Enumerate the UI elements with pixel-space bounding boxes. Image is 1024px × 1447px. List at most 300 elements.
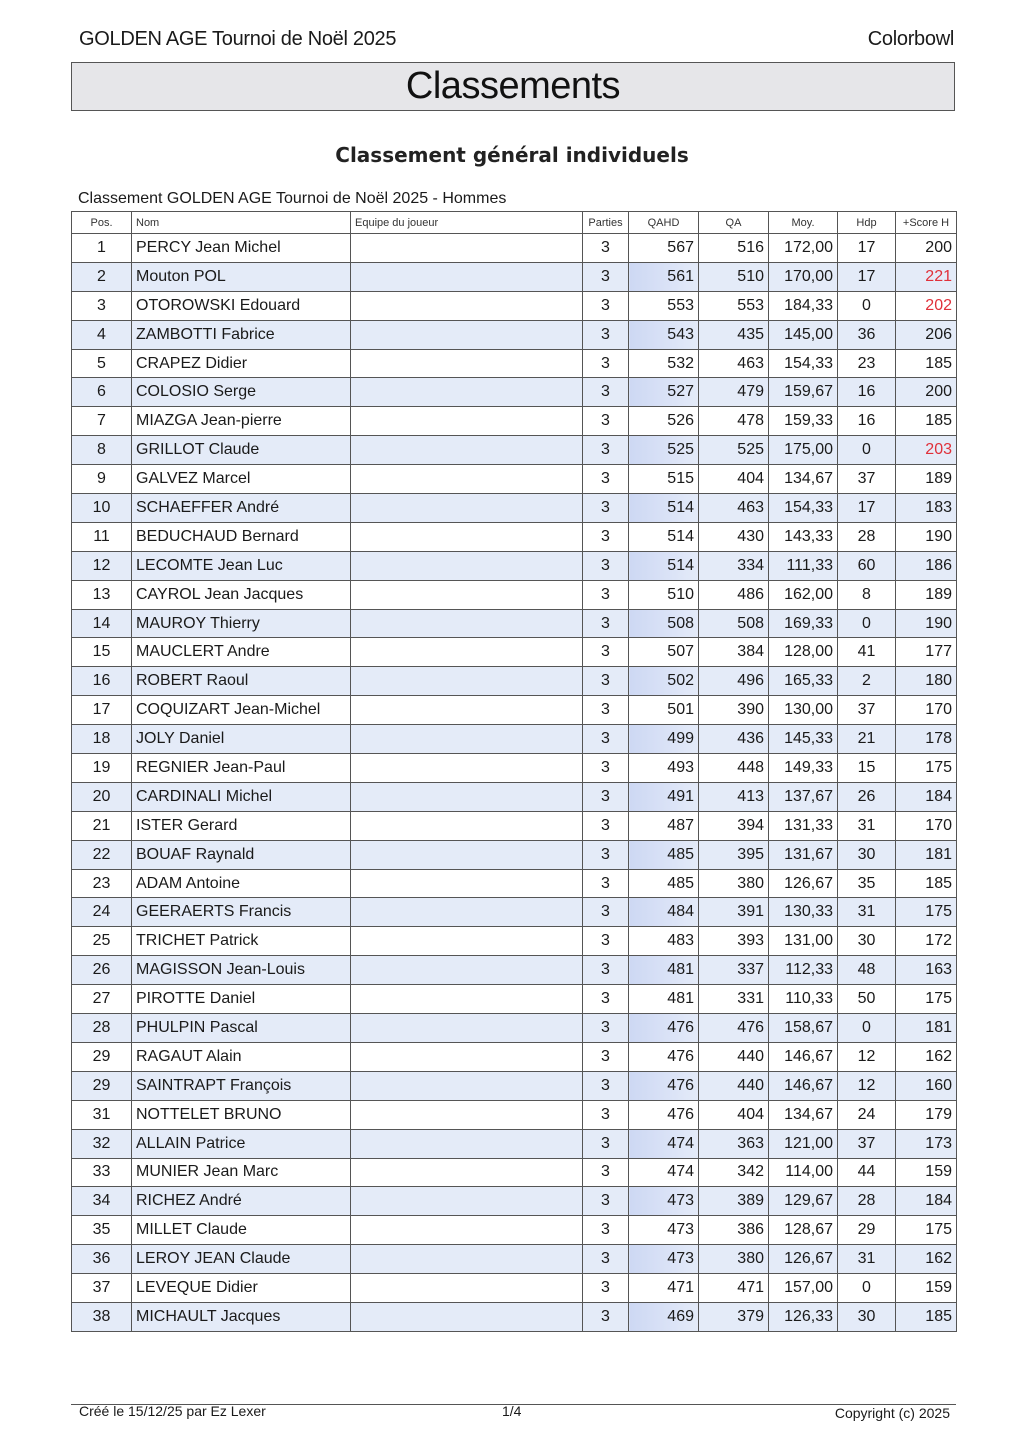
- col-header-team: Equipe du joueur: [351, 212, 583, 234]
- cell-parties: 3: [583, 1158, 629, 1187]
- cell-score: 160: [896, 1071, 957, 1100]
- table-row: [72, 927, 957, 956]
- cell-qahd: 527: [629, 378, 699, 407]
- cell-qahd: 491: [629, 782, 699, 811]
- cell-pos: 6: [72, 378, 132, 407]
- cell-hdp: 2: [838, 667, 896, 696]
- cell-hdp: 37: [838, 696, 896, 725]
- cell-hdp: 31: [838, 811, 896, 840]
- cell-moy: 145,33: [769, 725, 838, 754]
- cell-moy: 154,33: [769, 494, 838, 523]
- table-row: [72, 580, 957, 609]
- cell-parties: 3: [583, 1245, 629, 1274]
- table-row: [72, 234, 957, 263]
- cell-qa: 331: [699, 985, 769, 1014]
- cell-pos: 34: [72, 1187, 132, 1216]
- cell-qa: 342: [699, 1158, 769, 1187]
- cell-moy: 121,00: [769, 1129, 838, 1158]
- cell-name: PIROTTE Daniel: [132, 985, 351, 1014]
- cell-pos: 22: [72, 840, 132, 869]
- cell-qahd: 514: [629, 551, 699, 580]
- cell-name: GRILLOT Claude: [132, 436, 351, 465]
- cell-name: JOLY Daniel: [132, 725, 351, 754]
- cell-team: [351, 494, 583, 523]
- table-row: [72, 1042, 957, 1071]
- cell-pos: 3: [72, 291, 132, 320]
- cell-team: [351, 1100, 583, 1129]
- cell-score: 181: [896, 840, 957, 869]
- table-row: [72, 696, 957, 725]
- cell-qahd: 553: [629, 291, 699, 320]
- page-title: Classements: [405, 65, 621, 107]
- cell-score: 163: [896, 956, 957, 985]
- cell-pos: 19: [72, 754, 132, 783]
- cell-team: [351, 898, 583, 927]
- cell-moy: 145,00: [769, 320, 838, 349]
- cell-hdp: 37: [838, 465, 896, 494]
- cell-hdp: 41: [838, 638, 896, 667]
- cell-name: BOUAF Raynald: [132, 840, 351, 869]
- cell-qa: 496: [699, 667, 769, 696]
- table-row: [72, 1245, 957, 1274]
- cell-qa: 478: [699, 407, 769, 436]
- cell-team: [351, 465, 583, 494]
- cell-score: 189: [896, 580, 957, 609]
- cell-team: [351, 291, 583, 320]
- cell-qahd: 543: [629, 320, 699, 349]
- col-header-parties: Parties: [583, 212, 629, 234]
- cell-pos: 36: [72, 1245, 132, 1274]
- cell-moy: 158,67: [769, 1014, 838, 1043]
- cell-score: 179: [896, 1100, 957, 1129]
- cell-moy: 143,33: [769, 522, 838, 551]
- cell-qahd: 514: [629, 522, 699, 551]
- cell-score: 162: [896, 1042, 957, 1071]
- cell-hdp: 26: [838, 782, 896, 811]
- cell-pos: 2: [72, 262, 132, 291]
- cell-team: [351, 407, 583, 436]
- cell-team: [351, 985, 583, 1014]
- cell-score: 184: [896, 1187, 957, 1216]
- cell-parties: 3: [583, 436, 629, 465]
- cell-team: [351, 1274, 583, 1303]
- cell-name: TRICHET Patrick: [132, 927, 351, 956]
- cell-qa: 430: [699, 522, 769, 551]
- cell-score: 170: [896, 696, 957, 725]
- cell-parties: 3: [583, 1129, 629, 1158]
- cell-parties: 3: [583, 320, 629, 349]
- cell-hdp: 17: [838, 234, 896, 263]
- cell-qa: 393: [699, 927, 769, 956]
- cell-qahd: 476: [629, 1071, 699, 1100]
- venue-name: Colorbowl: [867, 28, 954, 50]
- cell-hdp: 0: [838, 609, 896, 638]
- table-row: [72, 1071, 957, 1100]
- table-row: [72, 291, 957, 320]
- table-row: [72, 609, 957, 638]
- cell-moy: 146,67: [769, 1071, 838, 1100]
- cell-score: 175: [896, 754, 957, 783]
- cell-moy: 131,33: [769, 811, 838, 840]
- table-row: [72, 1158, 957, 1187]
- cell-qa: 413: [699, 782, 769, 811]
- cell-hdp: 31: [838, 1245, 896, 1274]
- cell-name: MICHAULT Jacques: [132, 1302, 351, 1331]
- table-row: [72, 1302, 957, 1331]
- cell-qa: 337: [699, 956, 769, 985]
- cell-team: [351, 696, 583, 725]
- ranking-table: [71, 211, 957, 1332]
- cell-team: [351, 1216, 583, 1245]
- cell-qa: 508: [699, 609, 769, 638]
- cell-name: MIAZGA Jean-pierre: [132, 407, 351, 436]
- cell-parties: 3: [583, 725, 629, 754]
- table-row: [72, 378, 957, 407]
- cell-team: [351, 522, 583, 551]
- cell-score: 185: [896, 869, 957, 898]
- cell-name: Mouton POL: [132, 262, 351, 291]
- cell-qahd: 473: [629, 1216, 699, 1245]
- page-banner: [71, 62, 955, 111]
- cell-qahd: 501: [629, 696, 699, 725]
- cell-qahd: 515: [629, 465, 699, 494]
- cell-pos: 5: [72, 349, 132, 378]
- table-caption: Classement GOLDEN AGE Tournoi de Noël 2025 - Hommes: [78, 190, 507, 207]
- cell-qa: 448: [699, 754, 769, 783]
- cell-parties: 3: [583, 1071, 629, 1100]
- cell-hdp: 21: [838, 725, 896, 754]
- cell-team: [351, 551, 583, 580]
- cell-qahd: 481: [629, 956, 699, 985]
- cell-score: 183: [896, 494, 957, 523]
- cell-pos: 33: [72, 1158, 132, 1187]
- cell-parties: 3: [583, 580, 629, 609]
- table-row: [72, 465, 957, 494]
- cell-qahd: 473: [629, 1187, 699, 1216]
- cell-hdp: 0: [838, 436, 896, 465]
- col-header-hdp: Hdp: [838, 212, 896, 234]
- table-row: [72, 638, 957, 667]
- col-header-qahd: QAHD: [629, 212, 699, 234]
- cell-pos: 18: [72, 725, 132, 754]
- cell-hdp: 35: [838, 869, 896, 898]
- cell-name: ROBERT Raoul: [132, 667, 351, 696]
- cell-name: ADAM Antoine: [132, 869, 351, 898]
- cell-team: [351, 1014, 583, 1043]
- cell-score: 175: [896, 985, 957, 1014]
- cell-hdp: 8: [838, 580, 896, 609]
- col-header-moy: Moy.: [769, 212, 838, 234]
- cell-hdp: 12: [838, 1071, 896, 1100]
- cell-parties: 3: [583, 840, 629, 869]
- cell-score: 175: [896, 898, 957, 927]
- cell-moy: 149,33: [769, 754, 838, 783]
- cell-pos: 7: [72, 407, 132, 436]
- cell-moy: 131,00: [769, 927, 838, 956]
- cell-qahd: 481: [629, 985, 699, 1014]
- cell-qahd: 485: [629, 869, 699, 898]
- event-title: GOLDEN AGE Tournoi de Noël 2025: [79, 28, 397, 50]
- cell-hdp: 23: [838, 349, 896, 378]
- cell-score: 202: [896, 291, 957, 320]
- cell-parties: 3: [583, 638, 629, 667]
- table-row: [72, 522, 957, 551]
- cell-pos: 35: [72, 1216, 132, 1245]
- cell-score: 185: [896, 407, 957, 436]
- table-row: [72, 869, 957, 898]
- cell-pos: 1: [72, 234, 132, 263]
- cell-score: 172: [896, 927, 957, 956]
- cell-pos: 8: [72, 436, 132, 465]
- table-row: [72, 320, 957, 349]
- cell-hdp: 16: [838, 407, 896, 436]
- cell-qahd: 567: [629, 234, 699, 263]
- cell-pos: 29: [72, 1071, 132, 1100]
- cell-qahd: 525: [629, 436, 699, 465]
- cell-parties: 3: [583, 754, 629, 783]
- table-header-row: [72, 212, 957, 234]
- cell-moy: 172,00: [769, 234, 838, 263]
- footer-page-number: 1/4: [502, 1403, 522, 1419]
- cell-pos: 37: [72, 1274, 132, 1303]
- cell-parties: 3: [583, 667, 629, 696]
- cell-moy: 129,67: [769, 1187, 838, 1216]
- cell-qa: 386: [699, 1216, 769, 1245]
- cell-hdp: 0: [838, 1274, 896, 1303]
- cell-score: 189: [896, 465, 957, 494]
- cell-name: PERCY Jean Michel: [132, 234, 351, 263]
- cell-name: ISTER Gerard: [132, 811, 351, 840]
- table-row: [72, 811, 957, 840]
- cell-pos: 16: [72, 667, 132, 696]
- cell-qahd: 476: [629, 1014, 699, 1043]
- cell-score: 180: [896, 667, 957, 696]
- cell-name: LECOMTE Jean Luc: [132, 551, 351, 580]
- cell-hdp: 31: [838, 898, 896, 927]
- cell-moy: 110,33: [769, 985, 838, 1014]
- cell-team: [351, 667, 583, 696]
- cell-moy: 128,67: [769, 1216, 838, 1245]
- cell-parties: 3: [583, 407, 629, 436]
- cell-moy: 130,33: [769, 898, 838, 927]
- cell-score: 200: [896, 378, 957, 407]
- cell-parties: 3: [583, 1042, 629, 1071]
- cell-qahd: 514: [629, 494, 699, 523]
- cell-score: 200: [896, 234, 957, 263]
- cell-qa: 390: [699, 696, 769, 725]
- cell-hdp: 24: [838, 1100, 896, 1129]
- cell-qa: 394: [699, 811, 769, 840]
- cell-hdp: 44: [838, 1158, 896, 1187]
- table-row: [72, 1187, 957, 1216]
- cell-team: [351, 811, 583, 840]
- section-title: Classement général individuels: [335, 143, 689, 167]
- cell-moy: 159,67: [769, 378, 838, 407]
- table-row: [72, 1274, 957, 1303]
- cell-name: GALVEZ Marcel: [132, 465, 351, 494]
- cell-qahd: 510: [629, 580, 699, 609]
- cell-qa: 389: [699, 1187, 769, 1216]
- cell-hdp: 30: [838, 1302, 896, 1331]
- cell-name: ZAMBOTTI Fabrice: [132, 320, 351, 349]
- cell-team: [351, 1129, 583, 1158]
- cell-hdp: 29: [838, 1216, 896, 1245]
- cell-hdp: 48: [838, 956, 896, 985]
- cell-name: PHULPIN Pascal: [132, 1014, 351, 1043]
- table-row: [72, 262, 957, 291]
- cell-name: COLOSIO Serge: [132, 378, 351, 407]
- cell-moy: 112,33: [769, 956, 838, 985]
- cell-pos: 32: [72, 1129, 132, 1158]
- cell-moy: 111,33: [769, 551, 838, 580]
- cell-score: 181: [896, 1014, 957, 1043]
- cell-hdp: 17: [838, 262, 896, 291]
- cell-hdp: 50: [838, 985, 896, 1014]
- cell-team: [351, 262, 583, 291]
- cell-parties: 3: [583, 465, 629, 494]
- col-header-score: +Score H: [896, 212, 957, 234]
- cell-moy: 131,67: [769, 840, 838, 869]
- cell-team: [351, 782, 583, 811]
- cell-pos: 38: [72, 1302, 132, 1331]
- table-row: [72, 667, 957, 696]
- cell-hdp: 17: [838, 494, 896, 523]
- cell-parties: 3: [583, 985, 629, 1014]
- cell-qa: 479: [699, 378, 769, 407]
- cell-hdp: 37: [838, 1129, 896, 1158]
- cell-qa: 380: [699, 869, 769, 898]
- cell-score: 185: [896, 1302, 957, 1331]
- cell-moy: 170,00: [769, 262, 838, 291]
- cell-qa: 404: [699, 1100, 769, 1129]
- cell-name: MAUROY Thierry: [132, 609, 351, 638]
- cell-qa: 436: [699, 725, 769, 754]
- table-row: [72, 956, 957, 985]
- table-row: [72, 725, 957, 754]
- cell-moy: 137,67: [769, 782, 838, 811]
- cell-qahd: 508: [629, 609, 699, 638]
- cell-qahd: 474: [629, 1158, 699, 1187]
- cell-team: [351, 1302, 583, 1331]
- cell-parties: 3: [583, 1216, 629, 1245]
- cell-qa: 463: [699, 494, 769, 523]
- cell-parties: 3: [583, 609, 629, 638]
- cell-score: 185: [896, 349, 957, 378]
- cell-parties: 3: [583, 811, 629, 840]
- cell-name: LEROY JEAN Claude: [132, 1245, 351, 1274]
- cell-score: 186: [896, 551, 957, 580]
- cell-score: 221: [896, 262, 957, 291]
- cell-parties: 3: [583, 378, 629, 407]
- table-row: [72, 494, 957, 523]
- cell-pos: 24: [72, 898, 132, 927]
- cell-name: CARDINALI Michel: [132, 782, 351, 811]
- cell-score: 175: [896, 1216, 957, 1245]
- cell-parties: 3: [583, 869, 629, 898]
- cell-score: 177: [896, 638, 957, 667]
- cell-moy: 159,33: [769, 407, 838, 436]
- cell-qa: 395: [699, 840, 769, 869]
- cell-qahd: 487: [629, 811, 699, 840]
- cell-qahd: 526: [629, 407, 699, 436]
- cell-qahd: 502: [629, 667, 699, 696]
- cell-score: 178: [896, 725, 957, 754]
- cell-pos: 27: [72, 985, 132, 1014]
- cell-qa: 435: [699, 320, 769, 349]
- cell-team: [351, 840, 583, 869]
- cell-pos: 21: [72, 811, 132, 840]
- cell-name: GEERAERTS Francis: [132, 898, 351, 927]
- cell-qa: 463: [699, 349, 769, 378]
- cell-team: [351, 869, 583, 898]
- cell-parties: 3: [583, 1302, 629, 1331]
- cell-team: [351, 378, 583, 407]
- cell-team: [351, 1071, 583, 1100]
- cell-hdp: 0: [838, 291, 896, 320]
- cell-moy: 126,33: [769, 1302, 838, 1331]
- cell-team: [351, 754, 583, 783]
- cell-qa: 486: [699, 580, 769, 609]
- cell-hdp: 30: [838, 840, 896, 869]
- table-row: [72, 840, 957, 869]
- cell-qahd: 561: [629, 262, 699, 291]
- cell-pos: 14: [72, 609, 132, 638]
- cell-qahd: 507: [629, 638, 699, 667]
- cell-hdp: 60: [838, 551, 896, 580]
- cell-qa: 380: [699, 1245, 769, 1274]
- table-row: [72, 1216, 957, 1245]
- cell-name: ALLAIN Patrice: [132, 1129, 351, 1158]
- cell-qahd: 473: [629, 1245, 699, 1274]
- cell-moy: 134,67: [769, 1100, 838, 1129]
- cell-team: [351, 349, 583, 378]
- cell-pos: 23: [72, 869, 132, 898]
- cell-score: 190: [896, 522, 957, 551]
- cell-name: CRAPEZ Didier: [132, 349, 351, 378]
- cell-parties: 3: [583, 494, 629, 523]
- cell-moy: 154,33: [769, 349, 838, 378]
- cell-parties: 3: [583, 522, 629, 551]
- table-row: [72, 985, 957, 1014]
- col-header-name: Nom: [132, 212, 351, 234]
- cell-qahd: 484: [629, 898, 699, 927]
- cell-pos: 28: [72, 1014, 132, 1043]
- table-row: [72, 1100, 957, 1129]
- cell-moy: 157,00: [769, 1274, 838, 1303]
- cell-moy: 162,00: [769, 580, 838, 609]
- cell-name: SCHAEFFER André: [132, 494, 351, 523]
- cell-pos: 29: [72, 1042, 132, 1071]
- table-row: [72, 407, 957, 436]
- cell-qahd: 483: [629, 927, 699, 956]
- col-header-pos: Pos.: [72, 212, 132, 234]
- cell-name: RAGAUT Alain: [132, 1042, 351, 1071]
- cell-name: REGNIER Jean-Paul: [132, 754, 351, 783]
- cell-pos: 17: [72, 696, 132, 725]
- cell-name: SAINTRAPT François: [132, 1071, 351, 1100]
- cell-moy: 126,67: [769, 869, 838, 898]
- table-row: [72, 782, 957, 811]
- cell-qahd: 469: [629, 1302, 699, 1331]
- cell-qa: 440: [699, 1071, 769, 1100]
- table-row: [72, 754, 957, 783]
- cell-qa: 384: [699, 638, 769, 667]
- cell-qa: 334: [699, 551, 769, 580]
- cell-parties: 3: [583, 349, 629, 378]
- cell-team: [351, 609, 583, 638]
- cell-qa: 471: [699, 1274, 769, 1303]
- cell-hdp: 15: [838, 754, 896, 783]
